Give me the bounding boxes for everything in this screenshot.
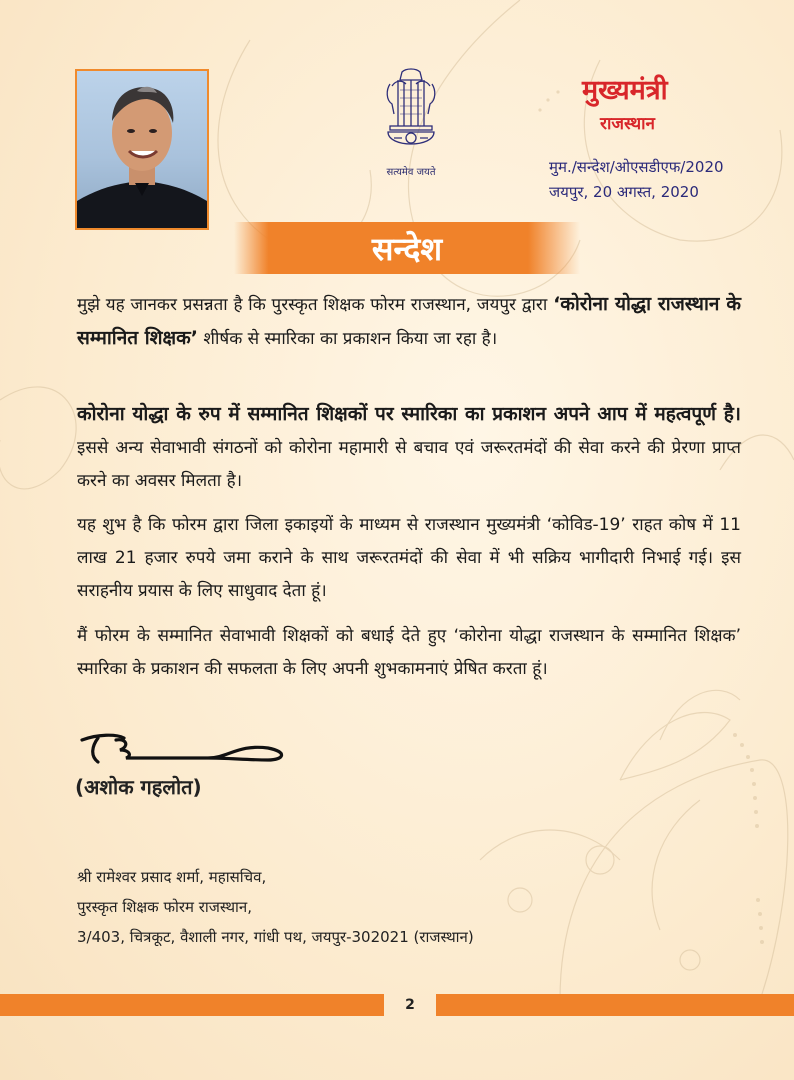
paragraph-text: शीर्षक से स्मारिका का प्रकाशन किया जा रहा है। bbox=[198, 329, 498, 349]
footer-bar-left bbox=[0, 994, 384, 1016]
chief-minister-portrait bbox=[75, 69, 209, 230]
paragraph-bold-text: ‘कोरोना योद्धा राजस्थान के सम्मानित शिक्षक’ bbox=[77, 293, 741, 349]
paragraph-4 bbox=[77, 620, 741, 686]
signatory-name: (अशोक गहलोत) bbox=[75, 775, 202, 799]
page-number: 2 bbox=[405, 997, 415, 1013]
address-line: 3/403, चित्रकूट, वैशाली नगर, गांधी पथ, जयपुर-302021 (राजस्थान) bbox=[77, 928, 474, 946]
paragraph-text: इससे अन्य सेवाभावी संगठनों को कोरोना महामारी से बचाव एवं जरूरतमंदों की सेवा करने की प्रेरणा प्राप्त करने का अवसर मिलता है। bbox=[77, 438, 741, 491]
place-and-date: जयपुर, 20 अगस्त, 2020 bbox=[549, 183, 699, 201]
paragraph-text: मैं फोरम के सम्मानित सेवाभावी शिक्षकों को बधाई देते हुए ‘कोरोना योद्धा राजस्थान के सम्मानित शिक्षक’ स्मारिका के प्रकाशन की सफलता के लिए अपनी शुभकामनाएं प्रेषित करता हूं। bbox=[77, 626, 741, 679]
signature-icon bbox=[78, 728, 288, 768]
paragraph-text: यह शुभ है कि फोरम द्वारा जिला इकाइयों के माध्यम से राजस्थान मुख्यमंत्री ‘कोविड-19’ राहत कोष में 11 लाख 21 हजार रुपये जमा कराने के साथ जरूरतमंदों की सेवा में भी सक्रिय भागीदारी निभाई गई। इस सराहनीय प्रयास के लिए साधुवाद देता हूं। bbox=[77, 515, 741, 601]
paragraph-1 bbox=[77, 288, 741, 356]
paragraph-bold-text: कोरोना योद्धा के रुप में सम्मानित शिक्षकों पर स्मारिका का प्रकाशन अपने आप में महत्वपूर्ण है। bbox=[77, 403, 741, 425]
emblem-motto: सत्यमेव जयते bbox=[386, 167, 436, 178]
national-emblem bbox=[378, 66, 444, 178]
message-banner bbox=[234, 222, 580, 274]
banner-heading: सन्देश bbox=[371, 229, 443, 268]
national-emblem-icon bbox=[380, 66, 442, 158]
paragraph-3 bbox=[77, 509, 741, 608]
recipient-address bbox=[77, 862, 474, 952]
paragraph-2 bbox=[77, 398, 741, 498]
address-line: पुरस्कृत शिक्षक फोरम राजस्थान, bbox=[77, 898, 253, 916]
paragraph-text: मुझे यह जानकर प्रसन्नता है कि पुरस्कृत शिक्षक फोरम राजस्थान, जयपुर द्वारा bbox=[77, 295, 554, 315]
office-state: राजस्थान bbox=[600, 114, 655, 134]
address-line: श्री रामेश्वर प्रसाद शर्मा, महासचिव, bbox=[77, 868, 267, 886]
portrait-illustration bbox=[77, 71, 207, 228]
reference-number: मुम./सन्देश/ओएसडीएफ/2020 bbox=[549, 158, 724, 176]
office-title: मुख्यमंत्री bbox=[582, 75, 668, 106]
footer-bar-right bbox=[436, 994, 794, 1016]
